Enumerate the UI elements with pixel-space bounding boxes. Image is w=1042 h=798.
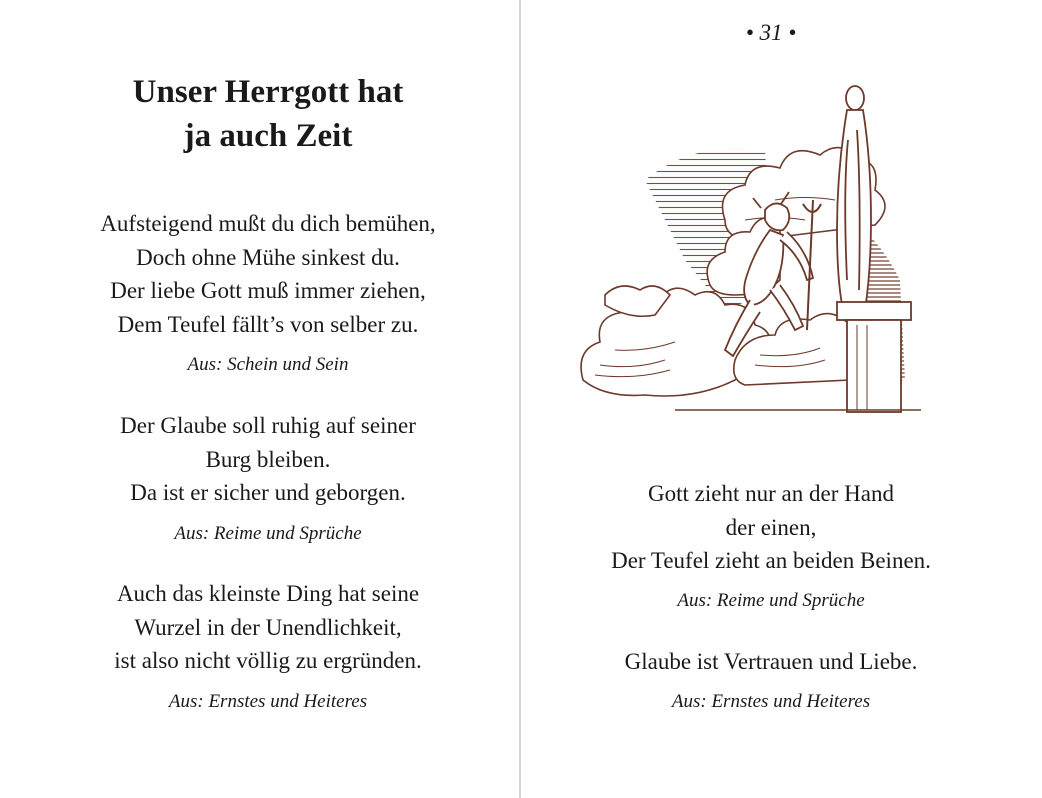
title-line: Unser Herrgott hat	[132, 74, 404, 110]
verse-line: Glaube ist Vertrauen und Liebe.	[624, 649, 918, 674]
verse-line: Der Teufel zieht an beiden Beinen.	[611, 548, 931, 573]
verse-line: der einen,	[725, 514, 817, 540]
verse-line: Burg bleiben.	[205, 446, 331, 472]
verse-line: Aufsteigend mußt du dich bemühen,	[100, 211, 436, 236]
verse-line: Der Glaube soll ruhig auf seiner	[120, 413, 416, 438]
poem-source: Aus: Schein und Sein	[187, 354, 349, 375]
devil-climbing-clouds-illustration	[575, 80, 923, 420]
page-title	[0, 70, 536, 158]
poem-source: Aus: Ernstes und Heiteres	[168, 691, 368, 712]
poem-glaube-vertrauen	[521, 645, 1021, 679]
verse-line: Wurzel in der Unendlichkeit,	[134, 614, 402, 640]
poem-kleinste-ding	[0, 577, 536, 678]
page-number: • 31 •	[745, 20, 797, 45]
verse-line: Gott zieht nur an der Hand	[648, 481, 894, 506]
verse-line: Dem Teufel fällt’s von selber zu.	[117, 311, 419, 337]
title-line: ja auch Zeit	[183, 118, 353, 154]
poem-schein-und-sein	[0, 207, 536, 341]
right-page	[521, 0, 1042, 798]
verse-line: Da ist er sicher und geborgen.	[130, 480, 406, 505]
verse-line: Doch ohne Mühe sinkest du.	[136, 244, 400, 270]
verse-line: ist also nicht völlig zu ergründen.	[114, 648, 422, 673]
verse-line: Auch das kleinste Ding hat seine	[116, 581, 420, 606]
verse-line: Der liebe Gott muß immer ziehen,	[110, 278, 426, 303]
poem-glaube-burg	[0, 409, 536, 510]
poem-source: Aus: Ernstes und Heiteres	[671, 691, 871, 712]
poem-source: Aus: Reime und Sprüche	[174, 523, 362, 544]
poem-source: Aus: Reime und Sprüche	[677, 590, 865, 611]
poem-gott-zieht	[521, 477, 1021, 578]
left-page	[0, 0, 519, 798]
